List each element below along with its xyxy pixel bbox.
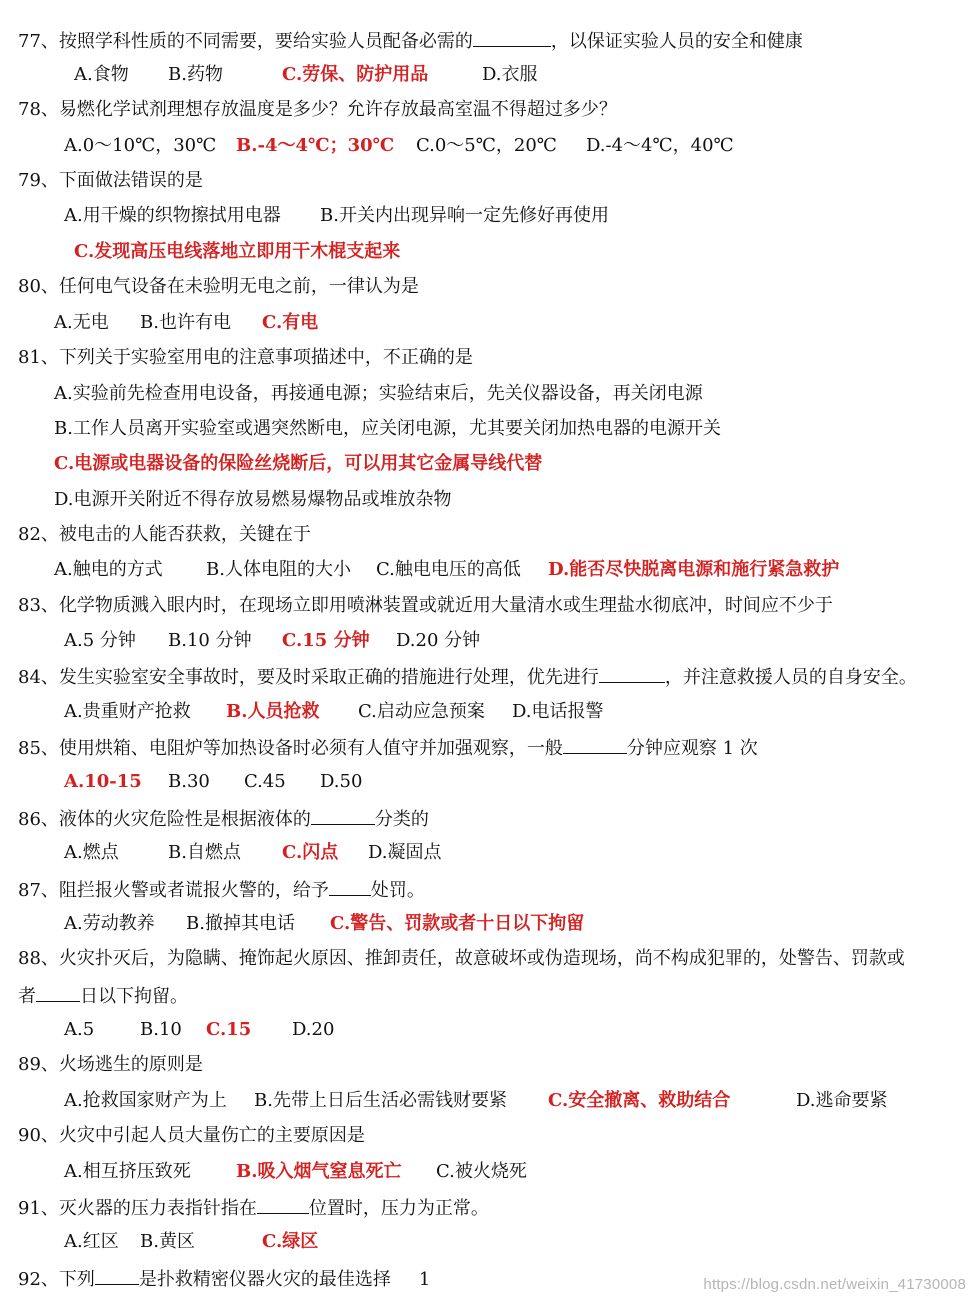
question-text: 按照学科性质的不同需要，要给实验人员配备必需的: [58, 31, 473, 52]
question-number: 79、: [18, 170, 59, 191]
blank: [95, 1266, 139, 1285]
option-b: B.先带上日后生活必需钱财要紧: [254, 1090, 507, 1111]
question-84: [18, 664, 917, 690]
option-a: A.无电: [54, 312, 109, 333]
option-b: B.10 分钟: [168, 630, 252, 651]
question-92: [18, 1266, 430, 1292]
option-b: B.人体电阻的大小: [206, 559, 351, 580]
question-text: 化学物质溅入眼内时，在现场立即用喷淋装置或就近用大量清水或生理盐水彻底冲，时间应不少于: [58, 595, 833, 616]
question-text: 阻拦报火警或者谎报火警的，给予: [58, 880, 329, 901]
question-text: 液体的火灾危险性是根据液体的: [58, 809, 311, 830]
watermark-url: https://blog.csdn.net/weixin_41730008: [703, 1276, 966, 1293]
question-88: [18, 947, 905, 971]
option-d: D.50: [320, 771, 363, 792]
question-number: 77、: [18, 31, 59, 52]
option-a: A.食物: [74, 64, 129, 85]
option-c: C.被火烧死: [436, 1161, 527, 1182]
question-text: 下列关于实验室用电的注意事项描述中，不正确的是: [58, 347, 473, 368]
option-d: D.衣服: [482, 64, 538, 85]
question-text: 火灾扑灭后，为隐瞒、掩饰起火原因、推卸责任，故意破坏或伪造现场，尚不构成犯罪的，处警告、罚款或: [58, 948, 905, 969]
answer-option-c: C.绿区: [262, 1231, 319, 1252]
option-a: A.0～10℃，30℃: [64, 135, 217, 156]
option-b: B.10: [140, 1019, 182, 1040]
question-78: [18, 98, 617, 122]
question-83: [18, 594, 833, 618]
question-number: 80、: [18, 276, 59, 297]
question-text-end: 是扑救精密仪器火灾的最佳选择: [138, 1269, 391, 1290]
option-b: B.也许有电: [140, 312, 231, 333]
option-a: A.燃点: [64, 842, 119, 863]
question-88-continued: [18, 983, 188, 1009]
question-number: 82、: [18, 524, 59, 545]
answer-option-b: B.-4～4℃；30℃: [236, 135, 395, 156]
answer-option-c: C.电源或电器设备的保险丝烧断后，可以用其它金属导线代替: [54, 453, 543, 474]
option-d: D.逃命要紧: [796, 1090, 888, 1111]
answer-option-c: C.闪点: [282, 842, 339, 863]
question-87: [18, 877, 425, 903]
answer-option-c: C.安全撤离、救助结合: [548, 1090, 731, 1111]
question-text: 下列: [58, 1269, 95, 1290]
option-c: C.触电电压的高低: [376, 559, 521, 580]
question-text: 下面做法错误的是: [58, 170, 203, 191]
answer-option-c: C.发现高压电线落地立即用干木棍支起来: [74, 241, 401, 262]
option-a: A.实验前先检查用电设备，再接通电源；实验结束后，先关仪器设备，再关闭电源: [54, 383, 703, 404]
option-a: A.贵重财产抢救: [64, 701, 191, 722]
question-text-end: 位置时，压力为正常。: [308, 1198, 489, 1219]
answer-option-c: C.有电: [262, 312, 319, 333]
question-text: 灭火器的压力表指针指在: [58, 1198, 257, 1219]
question-text: 被电击的人能否获救，关键在于: [58, 524, 311, 545]
question-text: 任何电气设备在未验明无电之前，一律认为是: [58, 276, 419, 297]
option-d: D.20: [292, 1019, 335, 1040]
option-a: A.相互挤压致死: [64, 1161, 191, 1182]
question-77: [18, 28, 803, 54]
answer-option-a: A.10-15: [64, 771, 142, 792]
blank: [329, 877, 371, 896]
answer-option-b: B.人员抢救: [226, 701, 320, 722]
option-c: C.启动应急预案: [358, 701, 485, 722]
option-b: B.药物: [168, 64, 223, 85]
option-b: B.工作人员离开实验室或遇突然断电，应关闭电源，尤其要关闭加热电器的电源开关: [54, 418, 721, 439]
blank: [599, 664, 665, 683]
question-number: 84、: [18, 667, 59, 688]
question-80: [18, 275, 419, 299]
question-number: 85、: [18, 738, 59, 759]
question-number: 86、: [18, 809, 59, 830]
question-text-end: 分钟应观察 1 次: [626, 738, 758, 759]
question-79: [18, 169, 203, 193]
question-number: 89、: [18, 1054, 59, 1075]
option-b: B.黄区: [140, 1231, 195, 1252]
option-a: A.触电的方式: [54, 559, 163, 580]
question-text: 发生实验室安全事故时，要及时采取正确的措施进行处理，优先进行: [58, 667, 599, 688]
blank: [473, 28, 551, 47]
question-85: [18, 735, 758, 761]
question-number: 91、: [18, 1198, 59, 1219]
question-text: 火灾中引起人员大量伤亡的主要原因是: [58, 1125, 365, 1146]
option-c: C.45: [244, 771, 286, 792]
option-b: B.自燃点: [168, 842, 241, 863]
option-d: D.-4～4℃，40℃: [586, 135, 734, 156]
question-91: [18, 1195, 489, 1221]
option-a: A.抢救国家财产为上: [64, 1090, 227, 1111]
stray-mark: 1: [418, 1269, 431, 1290]
question-number: 90、: [18, 1125, 59, 1146]
question-89: [18, 1053, 203, 1077]
option-d: D.凝固点: [368, 842, 442, 863]
question-81: [18, 346, 473, 370]
option-a: A.劳动教养: [64, 913, 155, 934]
blank: [311, 806, 375, 825]
blank: [36, 983, 80, 1002]
question-number: 88、: [18, 948, 59, 969]
question-text: 使用烘箱、电阻炉等加热设备时必须有人值守并加强观察，一般: [58, 738, 563, 759]
question-number: 87、: [18, 880, 59, 901]
question-text-end: ，并注意救援人员的自身安全。: [664, 667, 917, 688]
option-a: A.5: [64, 1019, 95, 1040]
option-d: D.电话报警: [512, 701, 604, 722]
option-b: B.撤掉其电话: [186, 913, 295, 934]
question-text-end: 日以下拘留。: [80, 986, 188, 1007]
answer-option-c: C.15: [206, 1019, 252, 1040]
question-number: 81、: [18, 347, 59, 368]
answer-option-c: C.劳保、防护用品: [282, 64, 429, 85]
answer-option-d: D.能否尽快脱离电源和施行紧急救护: [548, 559, 840, 580]
answer-option-c: C.警告、罚款或者十日以下拘留: [330, 913, 585, 934]
option-a: A.用干燥的织物擦拭用电器: [64, 205, 281, 226]
question-text: 火场逃生的原则是: [58, 1054, 203, 1075]
option-c: C.0～5℃，20℃: [416, 135, 557, 156]
option-d: D.电源开关附近不得存放易燃易爆物品或堆放杂物: [54, 489, 452, 510]
question-82: [18, 523, 311, 547]
question-86: [18, 806, 429, 832]
option-d: D.20 分钟: [396, 630, 481, 651]
question-number: 83、: [18, 595, 59, 616]
question-number: 92、: [18, 1269, 59, 1290]
question-text: 者: [18, 986, 36, 1007]
question-90: [18, 1124, 365, 1148]
question-text: 易燃化学试剂理想存放温度是多少？允许存放最高室温不得超过多少？: [58, 99, 617, 120]
question-text-end: 处罚。: [370, 880, 425, 901]
option-b: B.30: [168, 771, 210, 792]
question-text-end: 分类的: [374, 809, 429, 830]
blank: [257, 1195, 309, 1214]
option-a: A.5 分钟: [64, 630, 136, 651]
option-b: B.开关内出现异响一定先修好再使用: [320, 205, 609, 226]
question-text-end: ，以保证实验人员的安全和健康: [550, 31, 803, 52]
question-number: 78、: [18, 99, 59, 120]
blank: [563, 735, 627, 754]
answer-option-c: C.15 分钟: [282, 630, 370, 651]
answer-option-b: B.吸入烟气窒息死亡: [236, 1161, 402, 1182]
option-a: A.红区: [64, 1231, 119, 1252]
